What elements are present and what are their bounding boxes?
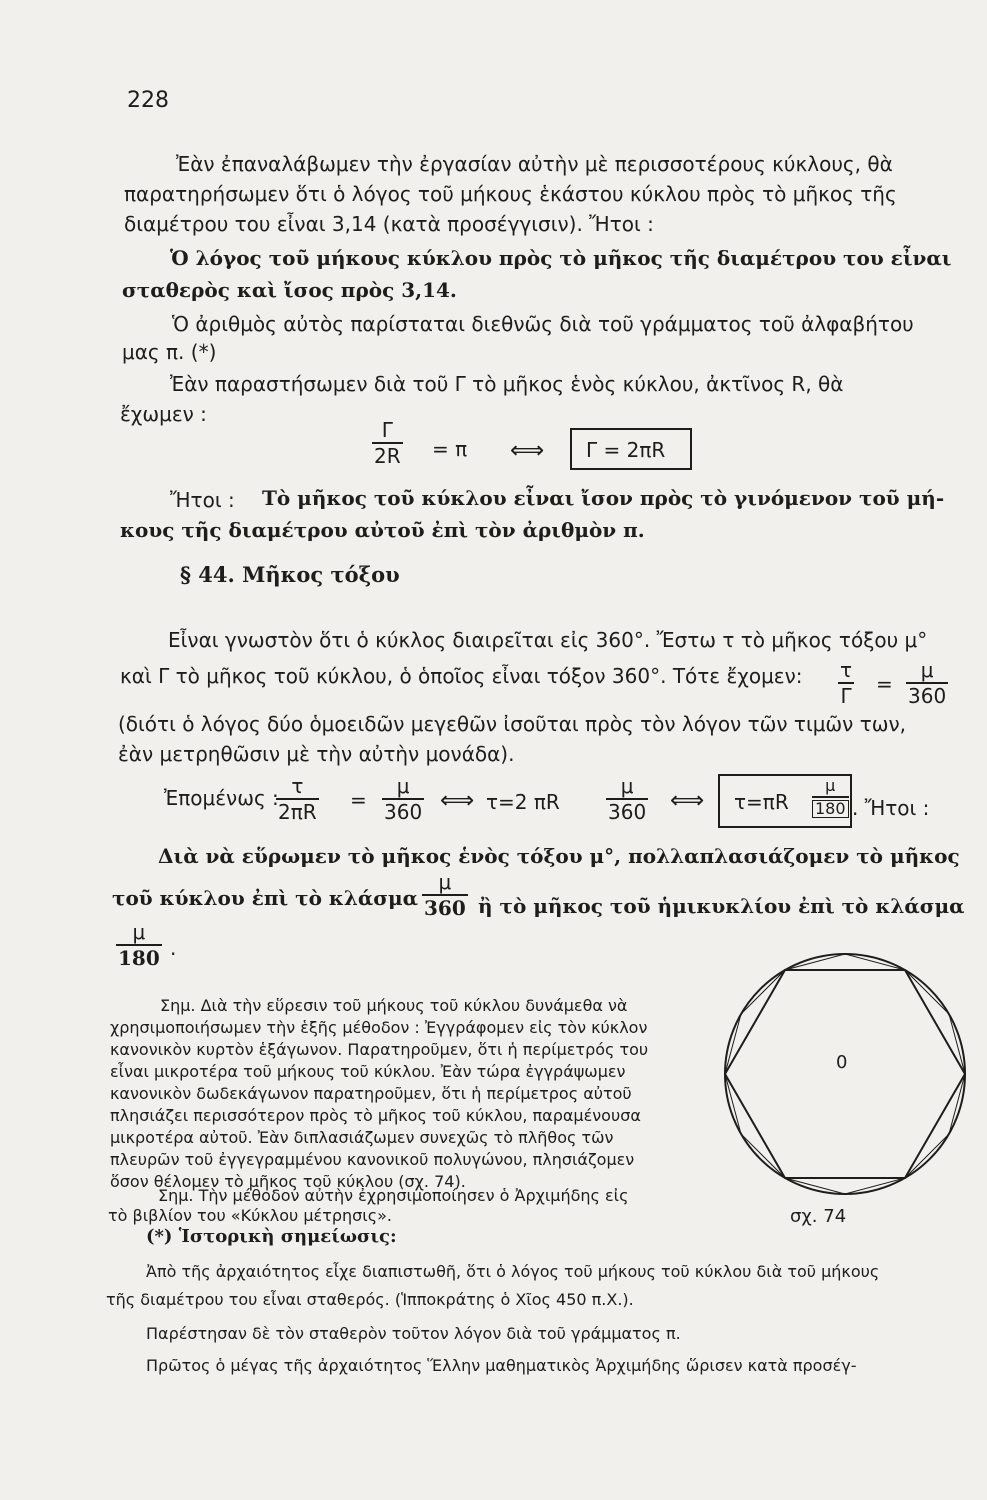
boxed-formula-text: τ=πR — [734, 790, 789, 814]
rule-statement: Διὰ νὰ εὕρωμεν τὸ μῆκος ἑνὸς τόξου μ°, πολλαπλασιάζομεν τὸ μῆκος — [158, 844, 960, 868]
rule-statement: Ὁ λόγος τοῦ μήκους κύκλου πρὸς τὸ μῆκος τῆς διαμέτρου του εἶναι — [170, 246, 952, 270]
fraction-denominator: 360 — [608, 800, 647, 824]
note-line: εἶναι μικροτέρα τοῦ μήκους τοῦ κύκλου. Ἐὰν τώρα ἐγγράψωμεν — [110, 1062, 626, 1081]
historical-note-line: Παρέστησαν δὲ τὸν σταθερὸν τοῦτον λόγον διὰ τοῦ γράμματος π. — [146, 1324, 681, 1343]
equals-sign: = — [876, 672, 893, 696]
rule-statement: σταθερὸς καὶ ἴσος πρὸς 3,14. — [122, 278, 457, 302]
paragraph-line: ἔχωμεν : — [120, 402, 207, 426]
historical-note-line: τῆς διαμέτρου του εἶναι σταθερός. (Ἱπποκράτης ὁ Χῖος 450 π.Χ.). — [106, 1290, 634, 1309]
fraction-mu-over-360 — [422, 872, 468, 918]
paragraph-line: παρατηρήσωμεν ὅτι ὁ λόγος τοῦ μήκους ἑκάστου κύκλου πρὸς τὸ μῆκος τῆς — [124, 182, 897, 206]
figure-center-label: 0 — [836, 1052, 848, 1073]
note-line: ὅσον θέλομεν τὸ μῆκος τοῦ κύκλου (σχ. 74). — [110, 1172, 466, 1191]
paragraph-line: ἐὰν μετρηθῶσιν μὲ τὴν αὐτὴν μονάδα). — [118, 742, 515, 766]
fraction-tau-over-gamma — [838, 660, 854, 706]
rule-statement: ἢ τὸ μῆκος τοῦ ἡμικυκλίου ἐπὶ τὸ κλάσμα — [478, 894, 965, 918]
fraction-numerator: μ — [620, 774, 634, 798]
fraction-numerator: μ — [825, 776, 836, 795]
boxed-formula — [570, 428, 692, 470]
fraction-denominator: 360 — [384, 800, 423, 824]
fraction-numerator: μ — [438, 870, 452, 894]
fraction-mu-over-360 — [382, 776, 424, 822]
note-line: τὸ βιβλίον του «Κύκλου μέτρησις». — [108, 1206, 392, 1225]
fraction-numerator: μ — [396, 774, 410, 798]
paragraph-line: (διότι ὁ λόγος δύο ὁμοειδῶν μεγεθῶν ἰσοῦται πρὸς τὸν λόγον τῶν τιμῶν των, — [118, 712, 907, 736]
note-line: κανονικὸν δωδεκάγωνον παρατηροῦμεν, ὅτι ἡ περίμετρος αὐτοῦ — [110, 1084, 632, 1103]
fraction-tau-over-2pir — [276, 776, 319, 822]
note-line: χρησιμοποιήσωμεν τὴν ἑξῆς μέθοδον : Ἐγγράφομεν εἰς τὸν κύκλον — [110, 1018, 648, 1037]
fraction-bar — [812, 796, 849, 798]
note-line: κανονικὸν κυρτὸν ἑξάγωνον. Παρατηροῦμεν, ὅτι ἡ περίμετρός του — [110, 1040, 649, 1059]
note-line: Σημ. Διὰ τὴν εὕρεσιν τοῦ μήκους τοῦ κύκλου δυνάμεθα νὰ — [160, 996, 628, 1015]
figure-inscribed-hexagon — [720, 944, 970, 1204]
hexagon — [725, 970, 965, 1178]
fraction-denominator: Γ — [840, 684, 852, 708]
paragraph-lead: Ἐπομένως : — [164, 786, 279, 810]
dodecagon — [725, 954, 965, 1194]
fraction-numerator: μ — [920, 658, 934, 682]
boxed-formula-text: Γ = 2πR — [586, 438, 666, 462]
fraction-denominator: 2R — [374, 444, 401, 468]
note-line: πλευρῶν τοῦ ἐγγεγραμμένου κανονικοῦ πολυγώνου, πλησιάζομεν — [110, 1150, 635, 1169]
figure-caption: σχ. 74 — [790, 1206, 847, 1227]
fraction-denominator: 180 — [812, 800, 849, 818]
paragraph-line: Εἶναι γνωστὸν ὅτι ὁ κύκλος διαιρεῖται εἰς 360°. Ἔστω τ τὸ μῆκος τόξου μ° — [168, 628, 928, 652]
boxed-formula — [718, 774, 852, 828]
paragraph-end: . Ἤτοι : — [852, 796, 930, 820]
period: . — [170, 936, 177, 960]
paragraph-line: διαμέτρου του εἶναι 3,14 (κατὰ προσέγγισιν). Ἤτοι : — [124, 212, 654, 236]
equals-sign: = — [350, 788, 367, 812]
note-line: πλησιάζει περισσότερον πρὸς τὸ μῆκος τοῦ κύκλου, παραμένουσα — [110, 1106, 641, 1125]
fraction-mu-over-360 — [606, 776, 648, 822]
fraction-numerator: τ — [291, 774, 304, 798]
circle — [725, 954, 965, 1194]
equivalence-arrow: ⟺ — [670, 786, 705, 814]
fraction-denominator: 180 — [118, 946, 160, 970]
equals-pi: = π — [432, 437, 468, 461]
paragraph-line: μας π. (*) — [122, 340, 217, 364]
rule-statement: κους τῆς διαμέτρου αὐτοῦ ἐπὶ τὸν ἀριθμὸν π. — [120, 518, 645, 542]
fraction-denominator: 2πR — [278, 800, 317, 824]
fraction-denominator: 360 — [908, 684, 947, 708]
formula-mid: τ=2 πR — [486, 790, 560, 814]
note-line: μικροτέρα αὐτοῦ. Ἐὰν διπλασιάζωμεν συνεχῶς τὸ πλῆθος τῶν — [110, 1128, 614, 1147]
equivalence-arrow: ⟺ — [510, 436, 545, 464]
historical-note-line: Ἀπὸ τῆς ἀρχαιότητος εἶχε διαπιστωθῆ, ὅτι ὁ λόγος τοῦ μήκους τοῦ κύκλου διὰ τοῦ μήκους — [146, 1262, 880, 1281]
paragraph-line: Ἐὰν ἐπαναλάβωμεν τὴν ἐργασίαν αὐτὴν μὲ περισσοτέρους κύκλους, θὰ — [176, 152, 893, 176]
rule-statement: Τὸ μῆκος τοῦ κύκλου εἶναι ἴσον πρὸς τὸ γινόμενον τοῦ μή- — [262, 486, 945, 510]
fraction-numerator: τ — [840, 658, 853, 682]
fraction-mu-over-180 — [116, 922, 162, 968]
fraction-numerator: Γ — [381, 418, 393, 442]
fraction-denominator: 360 — [424, 896, 466, 920]
fraction-mu-over-180 — [812, 778, 849, 818]
paragraph-line: Ὁ ἀριθμὸς αὐτὸς παρίσταται διεθνῶς διὰ τοῦ γράμματος τοῦ ἀλφαβήτου — [172, 312, 914, 336]
rule-statement: τοῦ κύκλου ἐπὶ τὸ κλάσμα — [112, 886, 419, 910]
rule-lead: Ἤτοι : — [170, 488, 235, 512]
page-number: 228 — [127, 88, 169, 113]
section-title: § 44. Μῆκος τόξου — [180, 562, 400, 587]
note-line: Σημ. Τὴν μέθοδον αὐτὴν ἐχρησιμοποίησεν ὁ Ἀρχιμήδης εἰς — [158, 1186, 629, 1205]
equivalence-arrow: ⟺ — [440, 786, 475, 814]
fraction-numerator: μ — [132, 920, 146, 944]
fraction-gamma-over-2r — [372, 420, 403, 466]
historical-note-title: (*) Ἱστορικὴ σημείωσις: — [146, 1226, 397, 1247]
paragraph-line: καὶ Γ τὸ μῆκος τοῦ κύκλου, ὁ ὁποῖος εἶναι τόξον 360°. Τότε ἔχομεν: — [120, 664, 803, 688]
historical-note-line: Πρῶτος ὁ μέγας τῆς ἀρχαιότητος Ἕλλην μαθηματικὸς Ἀρχιμήδης ὥρισεν κατὰ προσέγ- — [146, 1356, 857, 1375]
paragraph-line: Ἐὰν παραστήσωμεν διὰ τοῦ Γ τὸ μῆκος ἑνὸς κύκλου, ἀκτῖνος R, θὰ — [170, 372, 844, 396]
fraction-mu-over-360 — [906, 660, 948, 706]
